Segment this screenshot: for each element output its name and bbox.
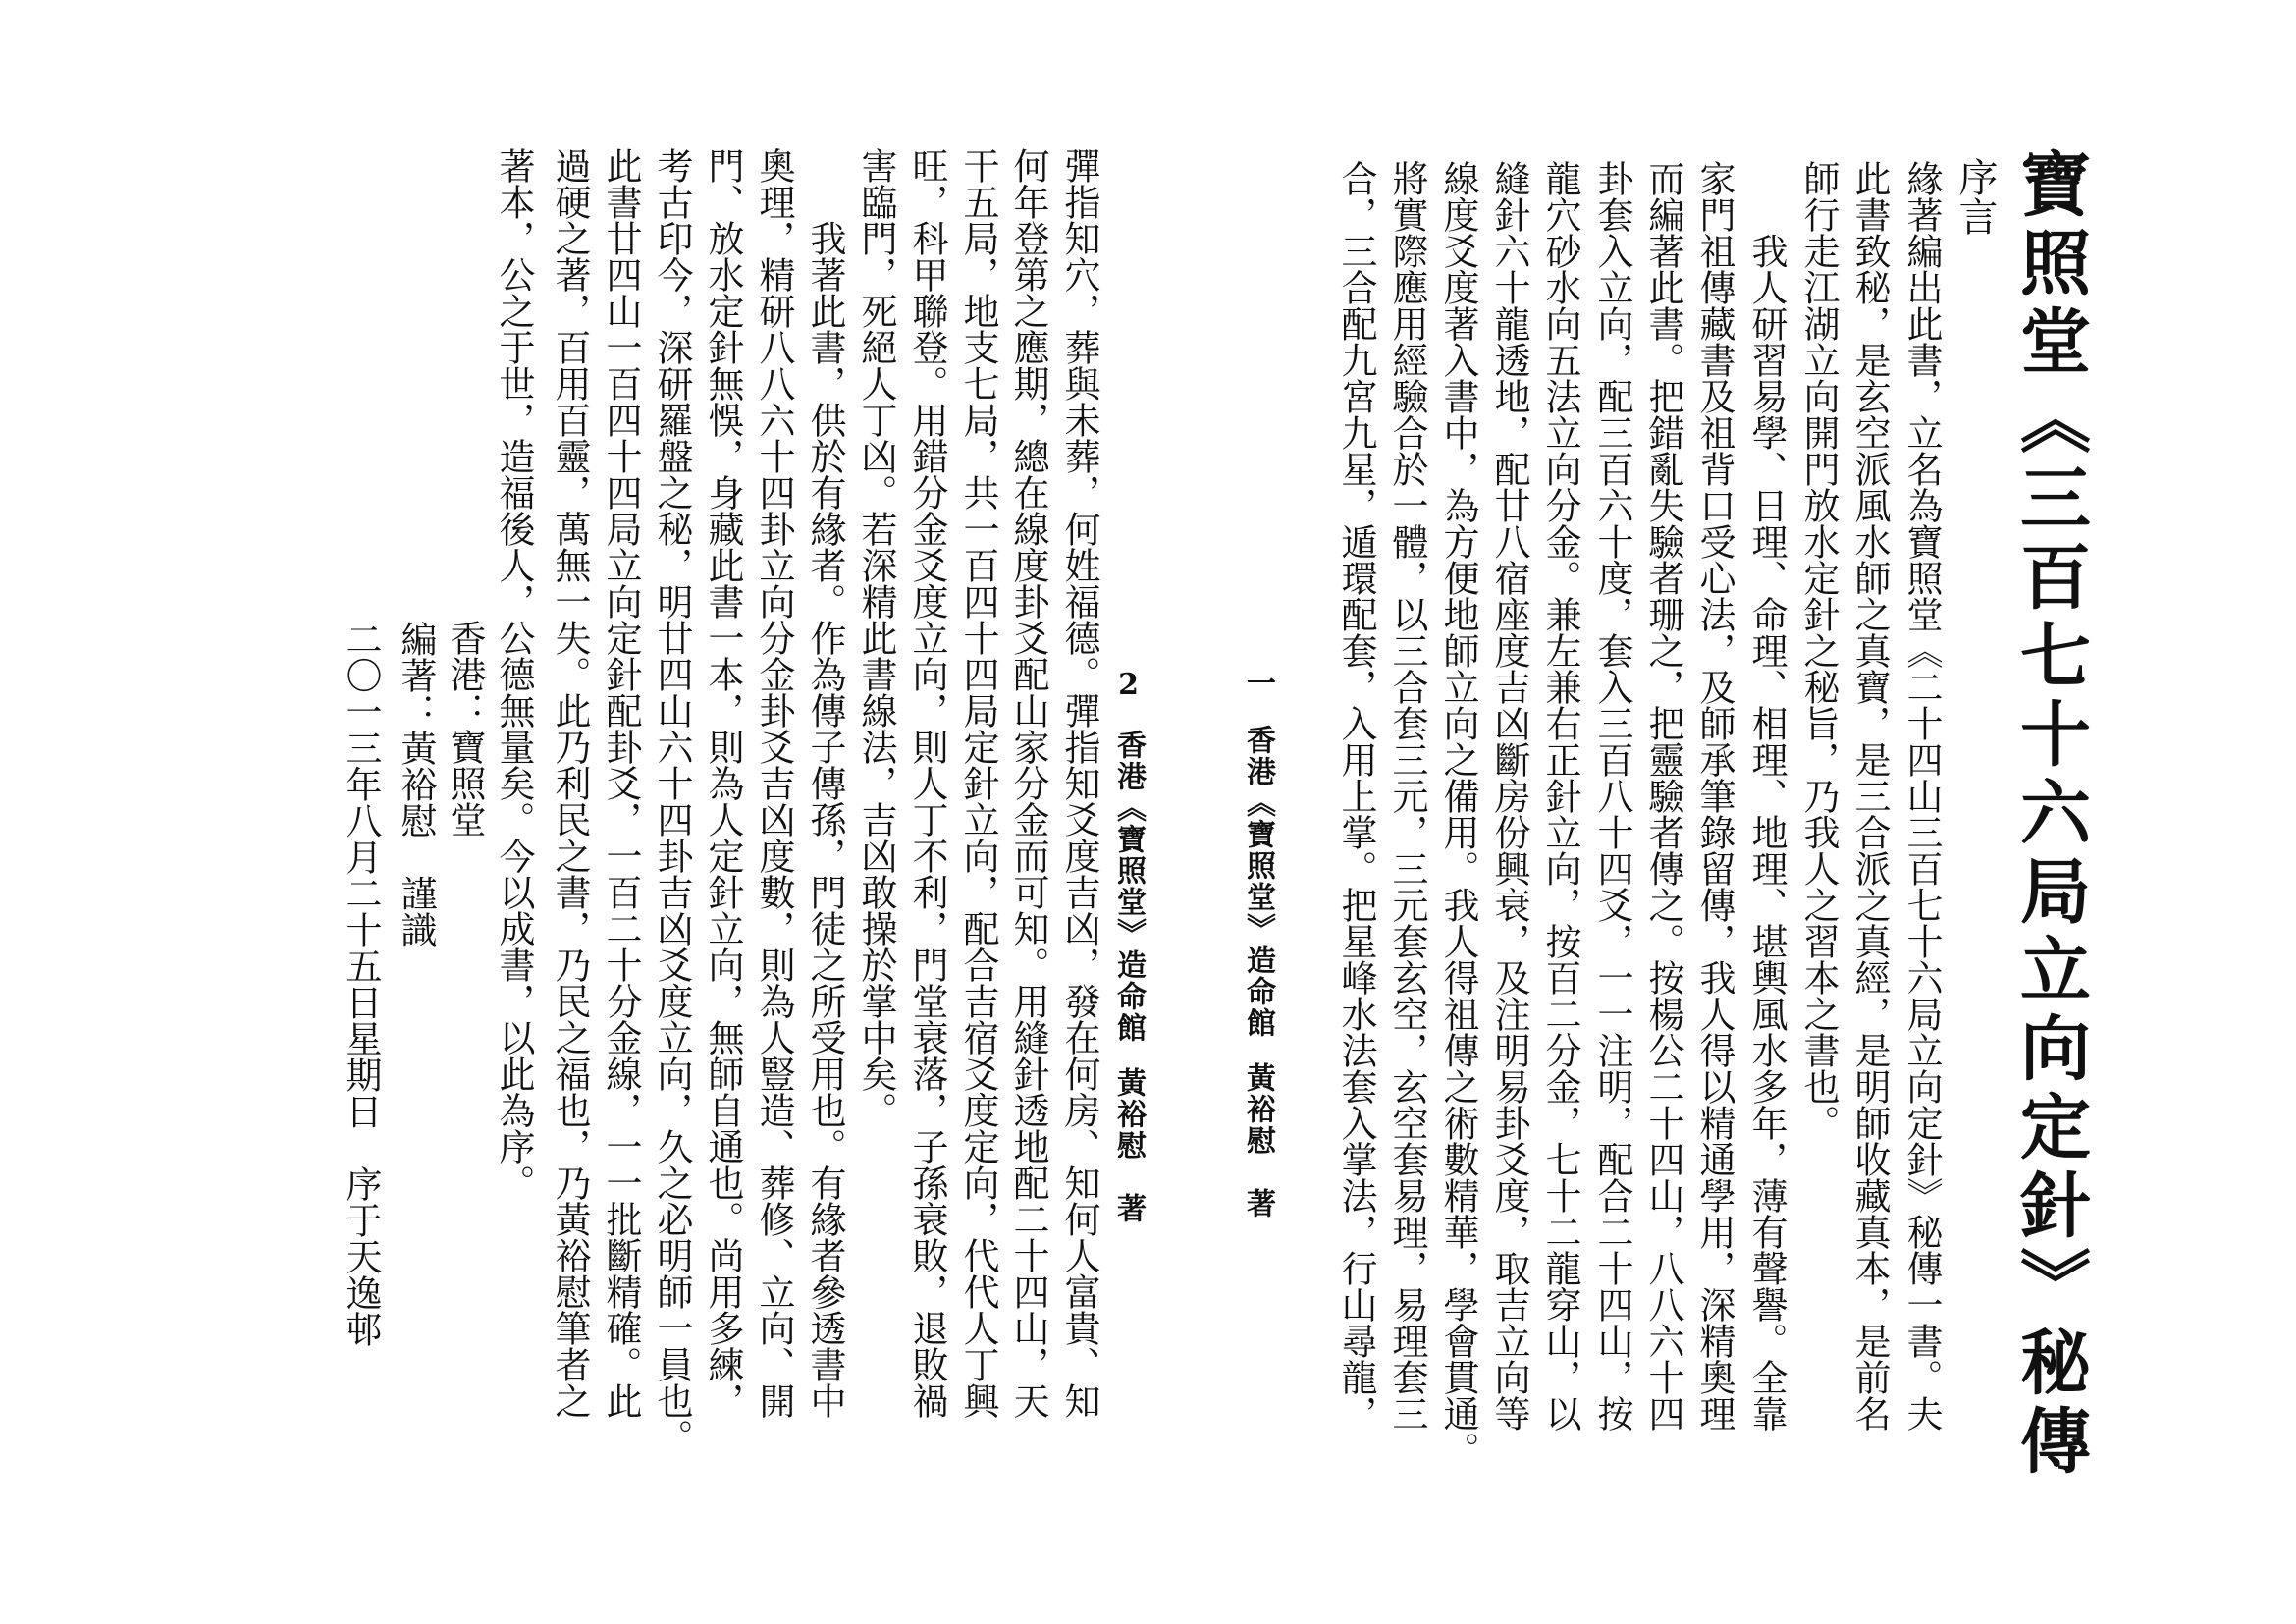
text-column: 龍穴砂水向五法立向分金。兼左兼右正針立向，按百二分金，七十二龍穿山，以 <box>1539 160 1581 1432</box>
text-column: 過硬之著，百用百靈，萬無一失。此乃利民之書，乃民之福也，乃黃裕慰筆者之 <box>549 147 591 1419</box>
text-column: 而編著此書。把錯亂失驗者珊之，把靈驗者傳之。按楊公二十四山，八八六十四 <box>1642 160 1684 1432</box>
footer-publisher: 香港《寶照堂》造命館 <box>1241 725 1275 1039</box>
page-footer <box>1241 668 1275 1219</box>
section-heading-preface: 序言 <box>1952 157 1998 236</box>
footer-publisher: 香港《寶照堂》造命館 <box>1111 730 1146 1044</box>
page-number: 2 <box>1111 668 1146 704</box>
signature-date: 二〇一三年八月二十五日星期日 序于天逸邨 <box>340 221 382 1347</box>
signature-compiler: 編著：黃裕慰 謹識 <box>395 185 437 947</box>
text-column: 彈指知穴，葬與未葬，何姓福德。彈指知爻度吉凶，發在何房、知何人富貴、知 <box>1058 147 1100 1419</box>
text-column: 干五局，地支七局，共一百四十四局定針立向，配合吉宿爻度定向，代代人丁興 <box>957 147 999 1419</box>
text-column: 合，三合配九宮九星，遁環配套，入用上掌。把星峰水法套入掌法，行山尋龍， <box>1335 160 1377 1432</box>
text-column: 害臨門，死絕人丁凶。若深精此書線法，吉凶敢操於掌中矣。 <box>855 147 897 1128</box>
text-column: 著本，公之于世，造福後人，公德無量矣。今以成書，以此為序。 <box>493 147 535 1201</box>
text-column: 門、放水定針無悞，身藏此書一本，則為人定針立向，無師自通也。尚用多練， <box>702 147 744 1419</box>
text-column: 將實際應用經驗合於一體，以三合套三元，三元套玄空，玄空套易理，易理套三 <box>1386 160 1428 1432</box>
page-footer <box>1111 668 1146 1224</box>
page-number: 一 <box>1241 668 1275 699</box>
text-column: 緣著編出此書，立名為寶照堂《二十四山三百七十六局立向定針》秘傳一書。夫 <box>1900 160 1943 1432</box>
footer-author: 黃裕慰 著 <box>1111 1067 1146 1224</box>
text-column: 考古印今，深研羅盤之秘，明廿四山六十四卦吉凶爻度立向，久之必明師一員也。 <box>651 147 693 1455</box>
text-column: 我人研習易學、日理、命理、相理、地理、堪輿風水多年，薄有聲譽。全靠 <box>1745 160 1788 1432</box>
text-column: 旺，科甲聯登。用錯分金爻度立向，則人丁不利，門堂衰落，子孫衰敗，退敗禍 <box>906 147 948 1419</box>
signature-place: 香港：寶照堂 <box>444 147 486 838</box>
text-column: 我著此書，供於有緣者。作為傳子傳孫，門徒之所受用也。有緣者參透書中 <box>804 147 846 1419</box>
text-column: 奧理，精研八八六十四卦立向分金卦爻吉凶度數，則為人豎造、葬修、立向、開 <box>753 147 795 1419</box>
text-column: 此書廿四山一百四十四局立向定針配卦爻，一百二十分金線，一一批斷精確。此 <box>600 147 642 1419</box>
text-column: 線度爻度著入書中，為方便地師立向之備用。我人得祖傳之術數精華，學會貫通。 <box>1437 160 1479 1468</box>
text-column: 此書致秘，是玄空派風水師之真寶，是三合派之真經，是明師收藏真本，是前名 <box>1848 160 1891 1432</box>
text-column: 縫針六十龍透地，配廿八宿座度吉凶斷房份興衰，及注明易卦爻度，取吉立向等 <box>1488 160 1530 1432</box>
text-column: 師行走江湖立向開門放水定針之秘旨，乃我人之習本之書也。 <box>1797 160 1840 1141</box>
text-column: 卦套入立向，配三百六十度，套入三百八十四爻，一一注明，配合二十四山，按 <box>1591 160 1633 1432</box>
text-column: 何年登第之應期，總在線度卦爻配山家分金而可知。用縫針透地配二十四山，天 <box>1007 147 1049 1419</box>
book-title: 寶照堂《三百七十六局立向定針》秘傳 <box>2008 147 2092 1483</box>
text-column: 家門祖傳藏書及祖背口受心法，及師承筆錄留傳，我人得以精通學用，深精奧理 <box>1693 160 1735 1432</box>
footer-author: 黃裕慰 著 <box>1241 1062 1275 1219</box>
